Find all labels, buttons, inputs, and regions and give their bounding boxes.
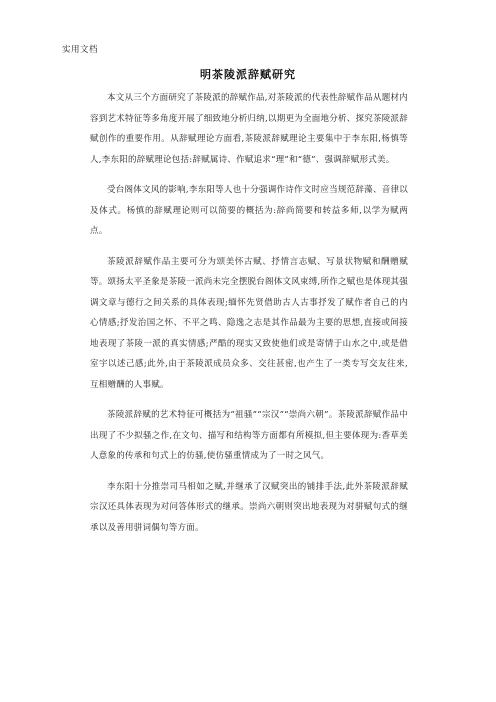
- paragraph: 茶陵派辞赋的艺术特征可概括为“祖骚”“宗汉”“崇尚六朝”。茶陵派辞赋作品中出现了不少拟骚之作,在文句、描写和结构等方面都有所模拟,但主要体现为:香草美人意象的传承和句式上的仿骚,使仿骚重情成为了一时之风气。: [90, 410, 408, 461]
- document-title: 明茶陵派辞赋研究: [200, 68, 296, 81]
- paragraph: 本文从三个方面研究了茶陵派的辞赋作品,对茶陵派的代表性辞赋作品从题材内容到艺术特征等多角度开展了细致地分析归纳,以期更为全面地分析、探究茶陵派辞赋创作的重要作用。从辞赋理论方面看,茶陵派辞赋理论主要集中于李东阳,杨慎等人,李东阳的辞赋理论包括:辞赋属诗、作赋追求“理”和“德”、强调辞赋形式美。: [90, 93, 408, 165]
- document-body: [90, 88, 408, 548]
- paragraph: 李东阳十分推崇司马相如之赋,并继承了汉赋突出的铺排手法,此外茶陵派辞赋宗汉还具体表现为对问答体形式的继承。崇尚六朝则突出地表现为对骈赋句式的继承以及善用骈词偶句等方面。: [90, 481, 408, 533]
- document-header-label: 实用文档: [62, 45, 99, 55]
- paragraph: 茶陵派辞赋作品主要可分为颂美怀古赋、抒情言志赋、写景状物赋和酬赠赋等。颂扬太平圣象是茶陵一派尚未完全摆脱台阁体文风束缚,所作之赋也是体现其强调文章与德行之间关系的具体表现;缅怀先贤借助古人古事抒发了赋作者自己的内心情感;抒发治国之怀、不平之鸣、隐逸之志是其作品最为主要的思想,直接或间接地表现了茶陵一派的真实情感;严酷的现实又致使他们或是寄情于山水之中,或是借室宇以述己感;此外,由于茶陵派成员众多、交往甚密,也产生了一类专写交友往来,互相赠酬的人事赋。: [90, 256, 408, 390]
- paragraph: 受台阁体文风的影响,李东阳等人也十分强调作诗作文时应当规范辞藻、音律以及体式。杨慎的辞赋理论则可以简要的概括为:辞尚简要和转益多师,以学为赋两点。: [90, 185, 408, 236]
